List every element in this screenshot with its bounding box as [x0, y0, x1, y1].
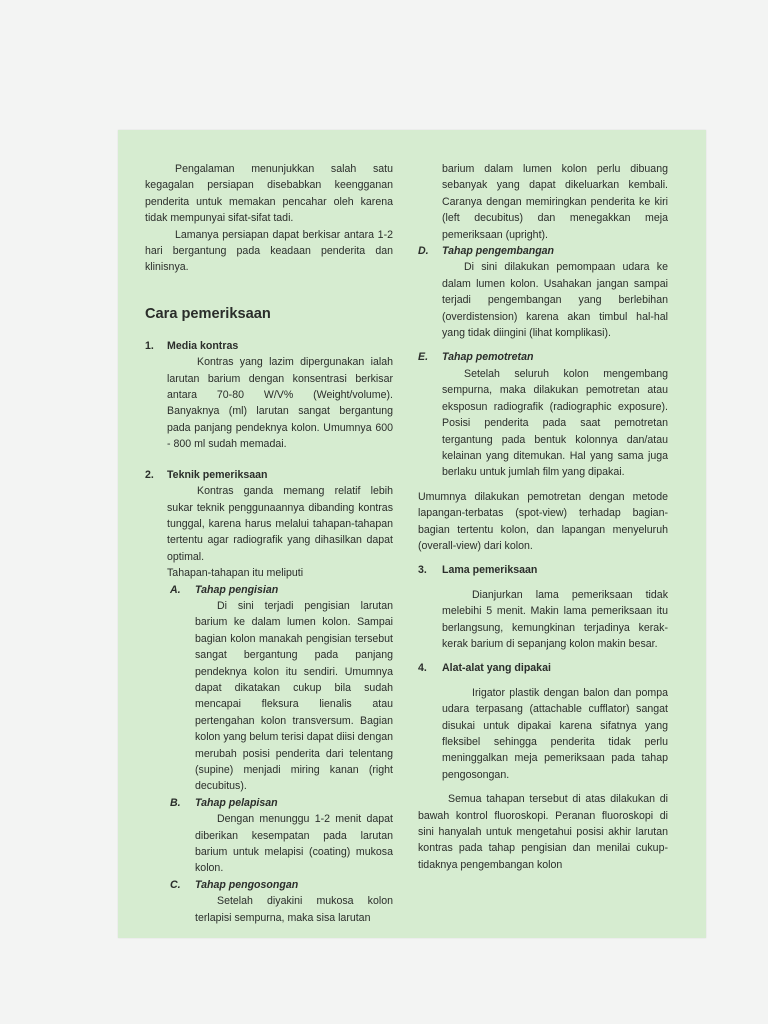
right-column [418, 161, 668, 873]
sub-heading [170, 795, 393, 811]
list-number: 4. [418, 662, 427, 675]
sub-heading [418, 243, 668, 259]
list-title: Lama pemeriksaan [442, 564, 538, 577]
paragraph: Di sini dilakukan pemompaan udara ke dalam lumen kolon. Usahakan jangan sampai terjadi pengembangan yang berlebihan (overdistension) karena akan timbul hal-hal yang tidak diingini (lihat komplikasi). [442, 261, 668, 340]
sub-letter: E. [418, 351, 429, 364]
sub-heading [418, 349, 668, 365]
paragraph: Dianjurkan lama pemeriksaan tidak melebihi 5 menit. Makin lama pemeriksaan itu berlangsung, kemungkinan terjadinya kerak-kerak barium di sepanjang kolon makin besar. [442, 588, 668, 650]
left-column [145, 161, 393, 926]
list-title: Media kontras [167, 339, 239, 352]
sub-letter: B. [170, 796, 181, 809]
list-heading [145, 467, 393, 483]
sub-title: Tahap pelapisan [195, 796, 278, 809]
section-title: Cara pemeriksaan [145, 305, 271, 322]
list-number: 2. [145, 468, 154, 481]
paragraph: Pengalaman menunjukkan salah satu kegagalan persiapan disebabkan keengganan penderita untuk memakan pencahar oleh karena tidak mempunyai sifat-sifat tadi. [145, 163, 393, 225]
sub-title: Tahap pemotretan [442, 351, 534, 364]
list-heading [418, 660, 668, 676]
paragraph: Lamanya persiapan dapat berkisar antara 1-2 hari bergantung pada keadaan penderita dan klinisnya. [145, 228, 393, 274]
paragraph: Setelah seluruh kolon mengembang sempurna, maka dilakukan pemotretan atau eksposun radiografik (radiographic exposure). Posisi penderita pada saat pemotretan tergantung pada bentuk kolonnya dan/atau kelainan yang ditemukan. Hal yang sama juga berlaku untuk jumlah film yang dipakai. [442, 367, 668, 479]
sub-title: Tahap pengembangan [442, 245, 555, 258]
paragraph: Tahapan-tahapan itu meliputi [167, 567, 304, 580]
list-title: Alat-alat yang dipakai [442, 662, 551, 675]
sub-title: Tahap pengisian [195, 583, 279, 596]
sub-heading [170, 877, 393, 893]
sub-title: Tahap pengosongan [195, 878, 299, 891]
list-title: Teknik pemeriksaan [167, 468, 268, 481]
paragraph: Kontras yang lazim dipergunakan ialah larutan barium dengan konsentrasi berkisar antara 70-80 W/V% (Weight/volume). Banyaknya (ml) larutan sangat bergantung pada panjang pendeknya kolon. Umumnya 600 - 800 ml sudah memadai. [167, 356, 393, 451]
list-number: 1. [145, 339, 154, 352]
paragraph: Semua tahapan tersebut di atas dilakukan di bawah kontrol fluoroskopi. Peranan fluoroskopi di sini hanyalah untuk mengetahui posisi akhir larutan kontras pada tahap pengisian dan menilai cukup-tidaknya pengembangan kolon [418, 793, 668, 871]
paragraph: Dengan menunggu 1-2 menit dapat diberikan kesempatan pada larutan barium untuk melapisi (coating) mukosa kolon. [195, 813, 393, 875]
paragraph: Di sini terjadi pengisian larutan barium ke dalam lumen kolon. Sampai bagian kolon manakah pengisian tersebut sangat bergantung pada panjang pendeknya kolon itu sendiri. Umumnya dapat dikatakan cukup bila sudah mencapai fleksura lienalis atau pertengahan kolon transversum. Bagian kolon yang belum terisi dapat diisi dengan merubah posisi penderita dari telentang (supine) menjadi miring kanan (right decubitus). [195, 599, 393, 793]
paragraph: Umumnya dilakukan pemotretan dengan metode lapangan-terbatas (spot-view) terhadap bagian-bagian tertentu kolon, dan lapangan menyeluruh (overall-view) dari kolon. [418, 490, 668, 552]
sub-heading [170, 582, 393, 598]
list-heading [145, 338, 393, 354]
list-heading [418, 562, 668, 578]
sub-letter: C. [170, 878, 181, 891]
paragraph: barium dalam lumen kolon perlu dibuang sebanyak yang dapat dikeluarkan kembali. Caranya dengan memiringkan penderita ke kiri (left decubitus) dan menegakkan meja pemeriksaan (upright). [442, 163, 668, 241]
book-page [118, 130, 706, 938]
sub-letter: A. [170, 583, 181, 596]
sub-letter: D. [418, 245, 429, 258]
list-number: 3. [418, 564, 427, 577]
paragraph: Kontras ganda memang relatif lebih sukar teknik penggunaannya dibanding kontras tunggal, karena harus melalui tahapan-tahapan tertentu agar radiografik yang dihasilkan dapat optimal. [167, 485, 393, 563]
paragraph: Irigator plastik dengan balon dan pompa udara terpasang (attachable cufflator) sangat disukai untuk dipakai karena sifatnya yang fleksibel sehingga penderita tidak perlu meninggalkan meja pemeriksaan pada tahap pengosongan. [442, 686, 668, 781]
paragraph: Setelah diyakini mukosa kolon terlapisi sempurna, maka sisa larutan [195, 895, 393, 924]
